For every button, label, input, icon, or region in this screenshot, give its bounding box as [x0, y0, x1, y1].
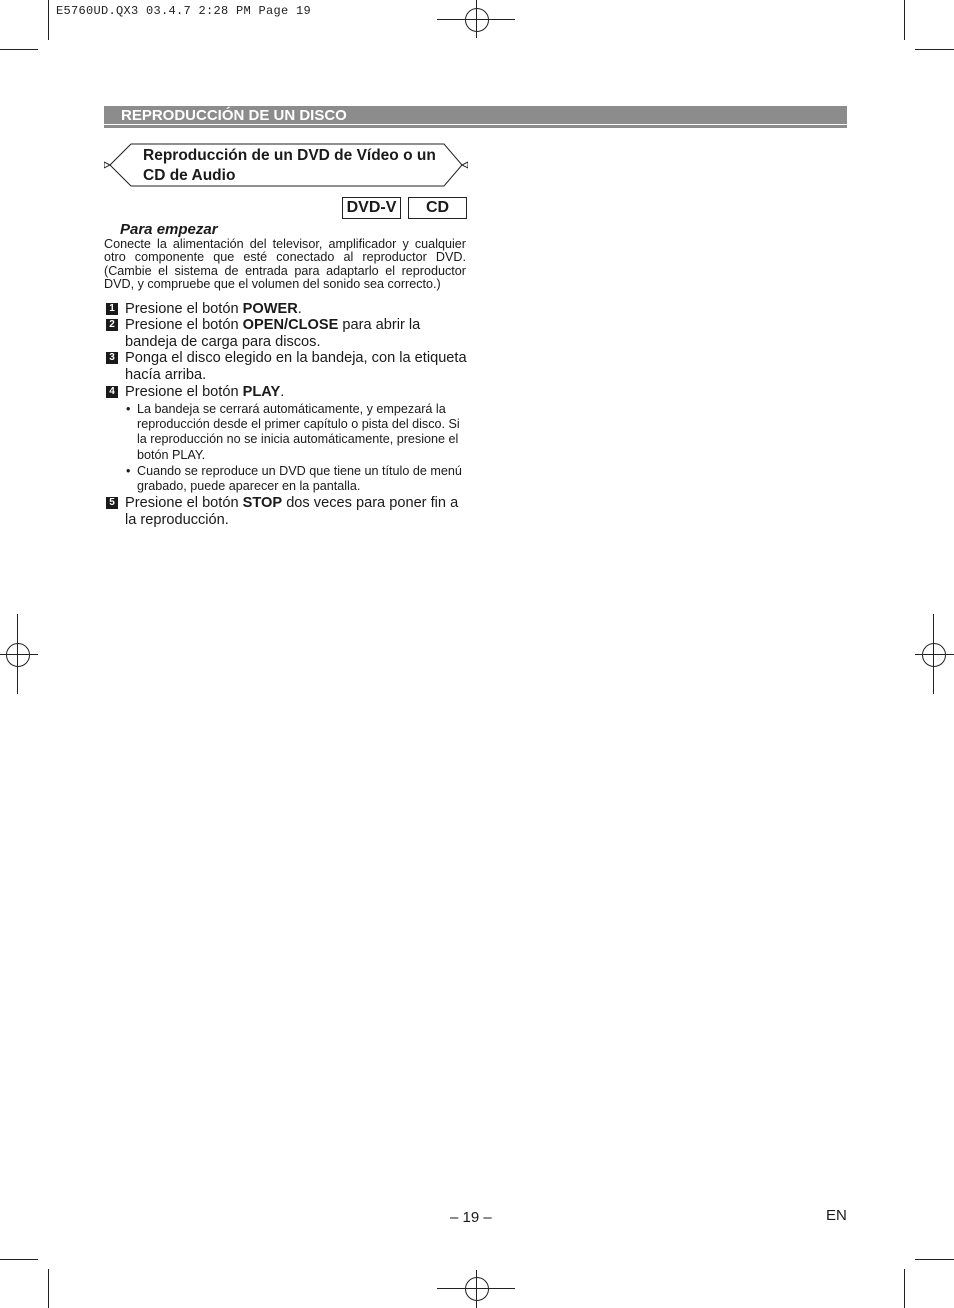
subheading-banner — [104, 143, 468, 187]
step-4: 4 Presione el botón PLAY. — [104, 384, 469, 401]
section-header — [104, 106, 847, 124]
step-2: 2 Presione el botón OPEN/CLOSE para abrir la bandeja de carga para discos. — [104, 317, 469, 350]
step-5: 5 Presione el botón STOP dos veces para poner fin a la reproducción. — [104, 495, 469, 528]
section-title: REPRODUCCIÓN DE UN DISCO — [121, 107, 347, 124]
page-number: – 19 – — [450, 1209, 492, 1226]
step-number-1: 1 — [106, 303, 118, 315]
intro-paragraph: Conecte la alimentación del televisor, amplificador y cualquier otro componente que esté conectado al reproductor DVD. (Cambie el sistema de entrada para adaptarlo el reproductor DVD, y compruebe que el volumen del sonido sea correcto.) — [104, 237, 466, 292]
note-bullet-2: • Cuando se reproduce un DVD que tiene un título de menú grabado, puede aparecer en la pantalla. — [126, 464, 462, 494]
step-number-4: 4 — [106, 386, 118, 398]
section-underline — [104, 125, 847, 128]
note-bullet-1: • La bandeja se cerrará automáticamente, y empezará la reproducción desde el primer capítulo o pista del disco. Si la reproducción no se inicia automáticamente, presione el botón PLAY. — [126, 402, 460, 462]
badge-cd: CD — [408, 197, 467, 219]
step-1: 1 Presione el botón POWER. — [104, 301, 469, 318]
badge-dvd-v: DVD-V — [342, 197, 401, 219]
step-number-5: 5 — [106, 497, 118, 509]
intro-title: Para empezar — [120, 221, 218, 238]
subheading-title: Reproducción de un DVD de Vídeo o un CD de Audio — [143, 147, 436, 184]
step-number-3: 3 — [106, 352, 118, 364]
language-tag: EN — [826, 1207, 847, 1224]
step-number-2: 2 — [106, 319, 118, 331]
bullet-icon: • — [126, 402, 131, 416]
bullet-icon: • — [126, 464, 131, 478]
print-slug: E5760UD.QX3 03.4.7 2:28 PM Page 19 — [56, 4, 312, 18]
step-3: 3 Ponga el disco elegido en la bandeja, con la etiqueta hacía arriba. — [104, 350, 469, 383]
